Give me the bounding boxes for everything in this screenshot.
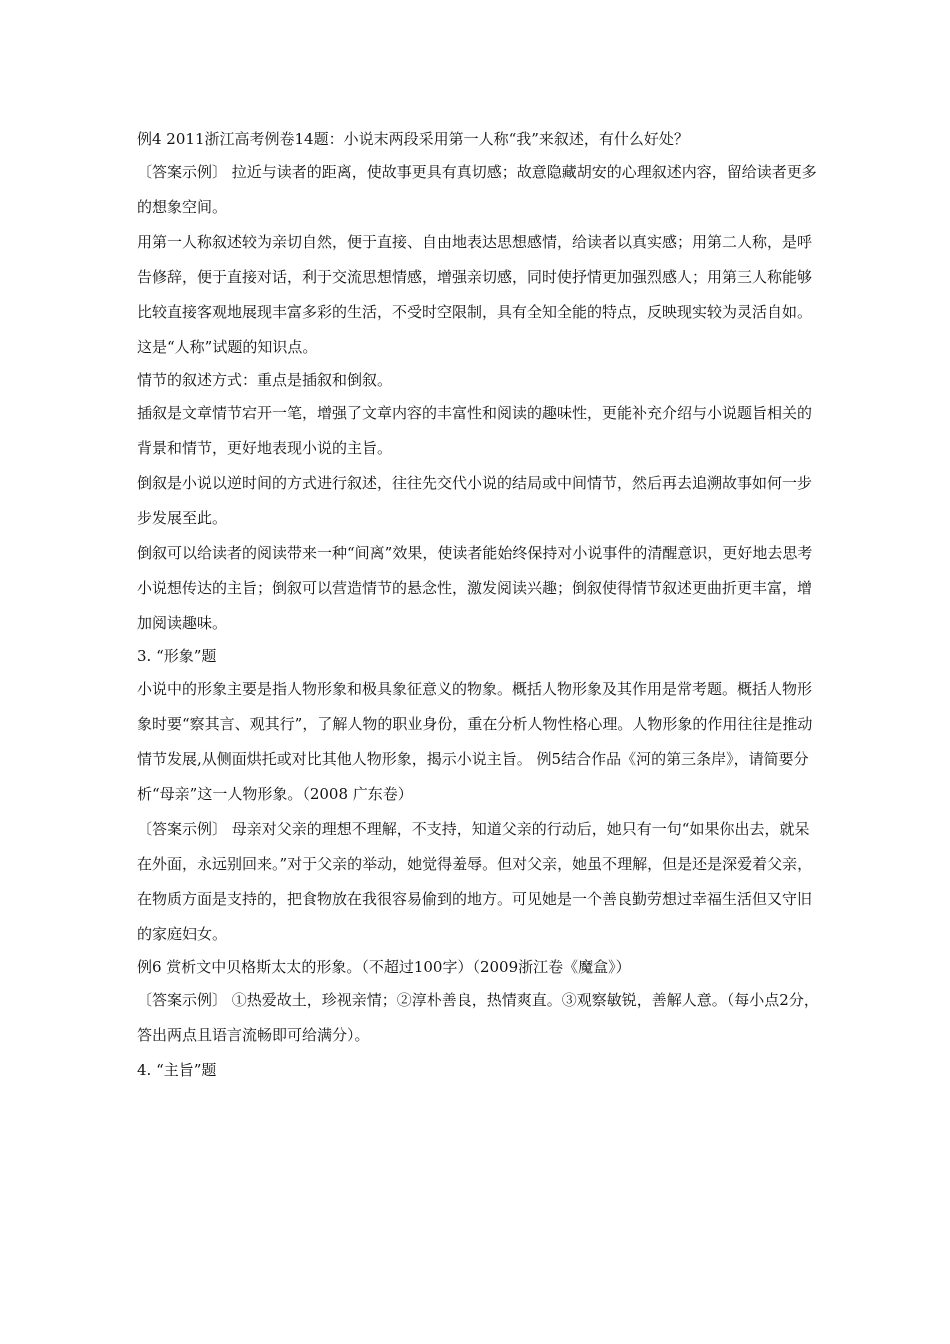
document-body (137, 124, 819, 1088)
character-image-paragraph: 小说中的形象主要是指人物形象和极具象征意义的物象。概括人物形象及其作用是常考题。概括人物形象时要“察其言、观其行”，了解人物的职业身份，重在分析人物性格心理。人物形象的作用往往是推动情节发展,从侧面烘托或对比其他人物形象，揭示小说主旨。 例5结合作品《河的第三条岸》，请简要分析“母亲”这一人物形象。（2008 广东卷） (137, 680, 813, 803)
example-4-question: 例4 2011浙江高考例卷14题：小说末两段采用第一人称“我”来叙述，有什么好处？ (137, 130, 689, 148)
example-4-answer: 〔答案示例〕 拉近与读者的距离，使故事更具有真切感；故意隐藏胡安的心理叙述内容，留给读者更多的想象空间。 (137, 163, 817, 216)
section-3-heading: 3. “形象”题 (137, 647, 217, 665)
flashback-effect-paragraph: 倒叙可以给读者的阅读带来一种“间离”效果，使读者能始终保持对小说事件的清醒意识，更好地去思考小说想传达的主旨；倒叙可以营造情节的悬念性，激发阅读兴趣；倒叙使得情节叙述更曲折更丰富，增加阅读趣味。 (137, 544, 813, 632)
plot-narration-methods: 情节的叙述方式：重点是插叙和倒叙。 (137, 371, 393, 389)
interpolated-narration-paragraph: 插叙是文章情节宕开一笔，增强了文章内容的丰富性和阅读的趣味性，更能补充介绍与小说题旨相关的背景和情节，更好地表现小说的主旨。 (137, 404, 813, 457)
flashback-definition-paragraph: 倒叙是小说以逆时间的方式进行叙述，往往先交代小说的结局或中间情节，然后再去追溯故事如何一步步发展至此。 (137, 474, 813, 527)
example-6-question: 例6 赏析文中贝格斯太太的形象。（不超过100字）（2009浙江卷《魔盒》） (137, 958, 631, 976)
example-6-answer: 〔答案示例〕 ①热爱故土，珍视亲情；②淳朴善良，热情爽直。③观察敏锐，善解人意。（每小点2分，答出两点且语言流畅即可给满分）。 (137, 991, 819, 1044)
section-4-heading: 4. “主旨”题 (137, 1061, 217, 1079)
example-5-answer: 〔答案示例〕 母亲对父亲的理想不理解，不支持，知道父亲的行动后，她只有一句“如果你出去，就呆在外面，永远别回来。”对于父亲的举动，她觉得羞辱。但对父亲，她虽不理解，但是还是深爱着父亲，在物质方面是支持的，把食物放在我很容易偷到的地方。可见她是一个善良勤劳想过幸福生活但又守旧的家庭妇女。 (137, 820, 813, 943)
person-narration-explanation: 用第一人称叙述较为亲切自然，便于直接、自由地表达思想感情，给读者以真实感；用第二人称，是呼告修辞，便于直接对话，利于交流思想情感，增强亲切感，同时使抒情更加强烈感人；用第三人称能够比较直接客观地展现丰富多彩的生活，不受时空限制，具有全知全能的特点，反映现实较为灵活自如。这是“人称”试题的知识点。 (137, 233, 813, 356)
